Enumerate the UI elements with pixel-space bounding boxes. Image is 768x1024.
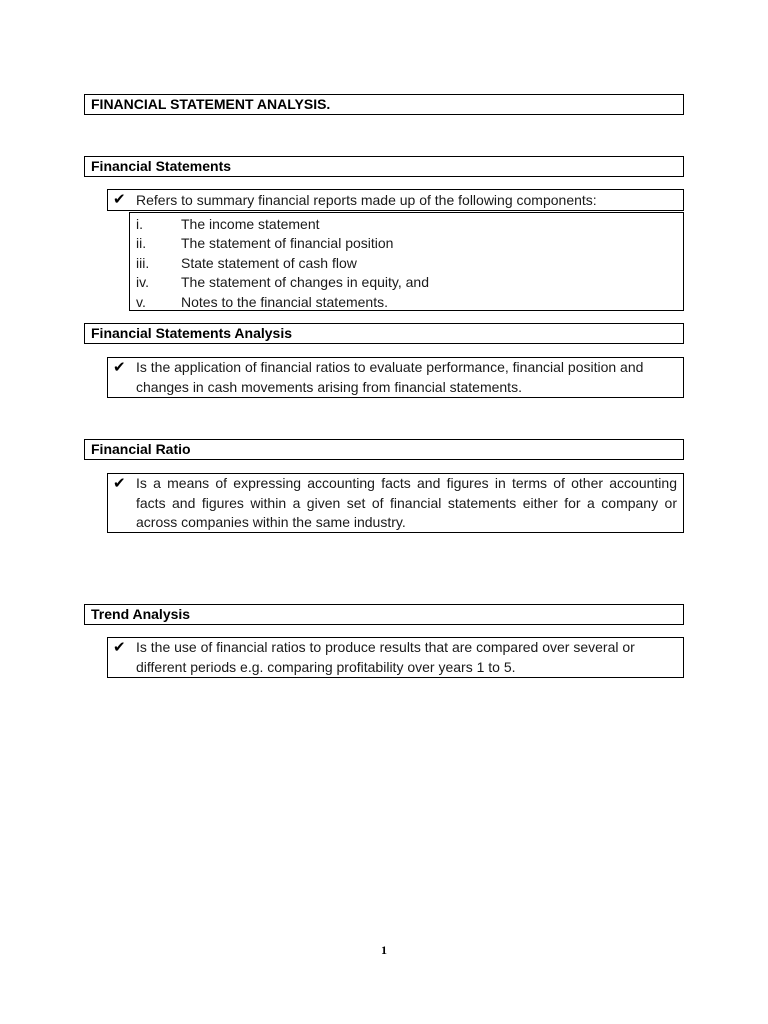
list-text: The statement of changes in equity, and bbox=[181, 274, 430, 291]
checkmark-icon: ✔ bbox=[113, 639, 126, 656]
list-item bbox=[130, 293, 683, 312]
page-title bbox=[84, 94, 684, 115]
list-item bbox=[130, 273, 683, 292]
list-item bbox=[130, 215, 683, 234]
list-number: i. bbox=[136, 216, 143, 232]
list-text: The income statement bbox=[181, 216, 320, 232]
section-heading-financial-ratio bbox=[84, 439, 684, 460]
definition-fs-analysis bbox=[107, 357, 684, 398]
components-list bbox=[129, 212, 684, 311]
heading-text: Trend Analysis bbox=[91, 606, 191, 622]
list-item bbox=[130, 254, 683, 273]
list-number: v. bbox=[136, 293, 146, 310]
heading-text: Financial Ratio bbox=[91, 441, 191, 457]
heading-text: Financial Statements bbox=[91, 158, 232, 174]
list-text: Notes to the financial statements. bbox=[181, 293, 388, 310]
list-number: ii. bbox=[136, 235, 147, 252]
section-heading-fs-analysis bbox=[84, 323, 684, 344]
definition-trend-analysis bbox=[107, 637, 684, 678]
definition-text: Is the use of financial ratios to produce results that are compared over several or different periods e.g. comparing profitability over years 1 to 5. bbox=[136, 639, 635, 675]
section-heading-trend-analysis bbox=[84, 604, 684, 625]
definition-financial-ratio bbox=[107, 473, 684, 533]
list-number: iii. bbox=[136, 254, 150, 271]
checkmark-icon: ✔ bbox=[113, 191, 126, 208]
list-number: iv. bbox=[136, 274, 149, 291]
page-number: 1 bbox=[381, 943, 387, 957]
definition-text: Is a means of expressing accounting facts and figures in terms of other accounting facts and figures within a given set of financial statements either for a company or across companies within the same industry. bbox=[136, 475, 677, 530]
section-heading-financial-statements bbox=[84, 156, 684, 177]
definition-text: Refers to summary financial reports made up of the following components: bbox=[136, 192, 597, 208]
list-item bbox=[130, 234, 683, 253]
checkmark-icon: ✔ bbox=[113, 359, 126, 376]
heading-text: Financial Statements Analysis bbox=[91, 325, 292, 341]
checkmark-icon: ✔ bbox=[113, 475, 126, 492]
definition-text: Is the application of financial ratios to evaluate performance, financial position and changes in cash movements arising from financial statements. bbox=[136, 359, 644, 395]
definition-financial-statements bbox=[107, 189, 684, 211]
list-text: State statement of cash flow bbox=[181, 254, 357, 271]
list-text: The statement of financial position bbox=[181, 235, 394, 252]
title-text: FINANCIAL STATEMENT ANALYSIS. bbox=[91, 96, 331, 112]
